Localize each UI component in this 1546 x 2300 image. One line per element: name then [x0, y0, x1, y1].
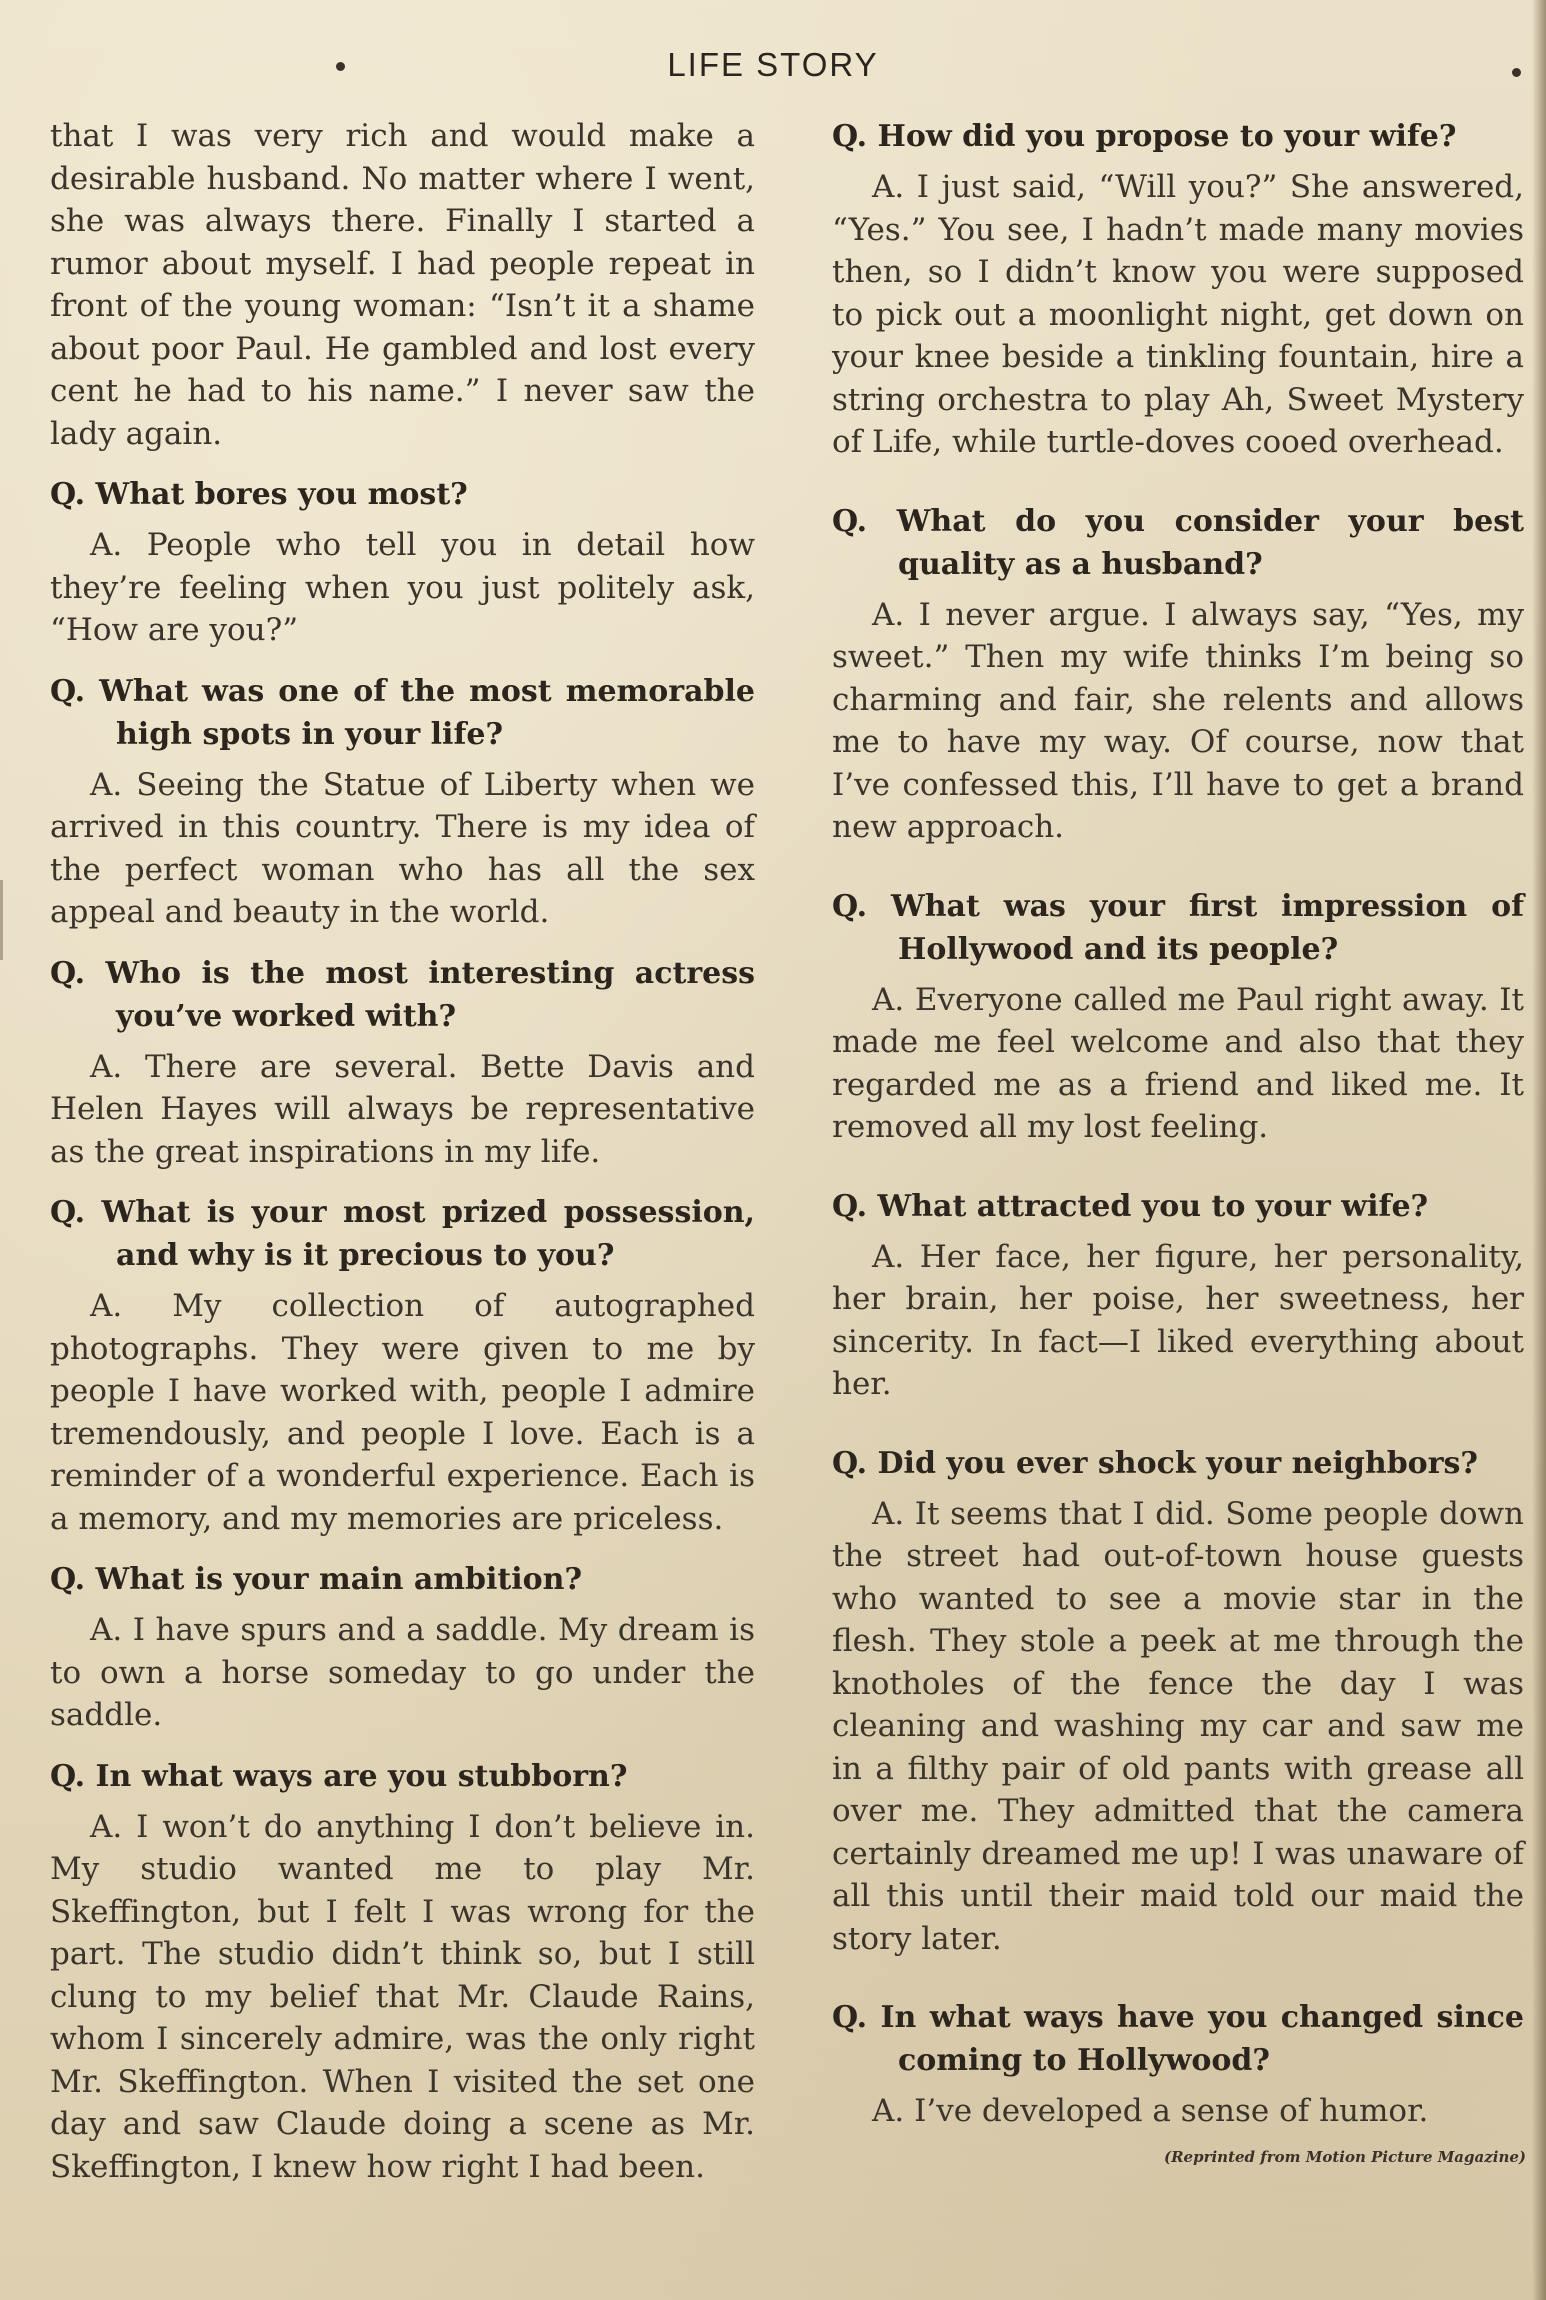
- margin-mark: [0, 880, 3, 960]
- qa-item: [50, 1558, 755, 1737]
- question: Q. What is your most prized possession, and why is it precious to you?: [50, 1195, 755, 1273]
- qa-item: [50, 670, 755, 934]
- question: Q. What was one of the most memorable high spots in your life?: [50, 673, 755, 752]
- qa-item: [50, 1191, 755, 1540]
- qa-item: [50, 473, 755, 652]
- qa-item: [832, 1442, 1524, 1961]
- qa-item: [50, 1755, 755, 2189]
- answer: A. Seeing the Statue of Liberty when we arrived in this country. There is my idea of the perfect woman who has all the sex appeal and beauty in the world.: [50, 766, 755, 930]
- qa-item: [50, 952, 755, 1174]
- answer: A. It seems that I did. Some people down the street had out-of-town house guests who wanted to see a movie star in the flesh. They stole a peek at me through the knotholes of the fence the day I was cleaning and washing my car and saw me in a filthy pair of old pants with grease all over me. They admitted that the camera certainly dreamed me up! I was unaware of all this until their maid told our maid the story later.: [832, 1495, 1524, 1957]
- left-column: [50, 115, 755, 2206]
- answer: A. I’ve developed a sense of humor.: [872, 2093, 1429, 2129]
- answer: A. My collection of autographed photographs. They were given to me by people I have worked with, people I admire tremendously, and people I love. Each is a reminder of a wonderful experience. Each is a memory, and my memories are priceless.: [50, 1288, 755, 1537]
- question: Q. In what ways have you changed since coming to Hollywood?: [832, 2000, 1524, 2078]
- qa-item: [832, 500, 1524, 849]
- qa-item: [832, 1185, 1524, 1406]
- answer: A. I just said, “Will you?” She answered, “Yes.” You see, I hadn’t made many movies then, so I didn’t know you were supposed to pick out a moonlight night, get down on your knee beside a tinkling fountain, hire a string orchestra to play Ah, Sweet Mystery of Life, while turtle-doves cooed overhead.: [832, 169, 1524, 460]
- continuation-text: that I was very rich and would make a desirable husband. No matter where I went, she was always there. Finally I started a rumor about myself. I had people repeat in front of the young woman: “Isn’t it a shame about poor Paul. He gambled and lost every cent he had to his name.” I never saw the lady again.: [50, 118, 755, 452]
- page-edge-shadow: [1532, 0, 1546, 2300]
- question: Q. In what ways are you stubborn?: [50, 1758, 628, 1794]
- page-header: LIFE STORY: [667, 46, 879, 83]
- answer: A. There are several. Bette Davis and Helen Hayes will always be representative as the great inspirations in my life.: [50, 1048, 755, 1170]
- answer: A. I have spurs and a saddle. My dream is to own a horse someday to go under the saddle.: [50, 1612, 755, 1733]
- question: Q. How did you propose to your wife?: [832, 119, 1457, 154]
- question: Q. What do you consider your best quality as a husband?: [832, 503, 1524, 582]
- continuation-block: [50, 115, 755, 455]
- question: Q. What is your main ambition?: [50, 1562, 583, 1597]
- answer: A. Everyone called me Paul right away. It made me feel welcome and also that they regarded me as a friend and liked me. It removed all my lost feeling.: [832, 981, 1524, 1145]
- question: Q. Did you ever shock your neighbors?: [832, 1445, 1478, 1481]
- answer: A. People who tell you in detail how they’re feeling when you just politely ask, “How are you?”: [50, 527, 755, 648]
- header-dot-right: [1512, 68, 1521, 77]
- qa-item: [832, 115, 1524, 464]
- reprint-credit: (Reprinted from Motion Picture Magazine): [1163, 2148, 1526, 2166]
- answer: A. Her face, her figure, her personality, her brain, her poise, her sweetness, her sincerity. In fact—I liked everything about her.: [832, 1238, 1524, 1402]
- answer: A. I won’t do anything I don’t believe in. My studio wanted me to play Mr. Skeffington, but I felt I was wrong for the part. The studio didn’t think so, but I still clung to my belief that Mr. Claude Rains, whom I sincerely admire, was the only right Mr. Skeffington. When I visited the set one day and saw Claude doing a scene as Mr. Skeffington, I knew how right I had been.: [50, 1808, 755, 2185]
- question: Q. What bores you most?: [50, 477, 468, 512]
- answer: A. I never argue. I always say, “Yes, my sweet.” Then my wife thinks I’m being so charming and fair, she relents and allows me to have my way. Of course, now that I’ve confessed this, I’ll have to get a brand new approach.: [832, 596, 1524, 845]
- right-column: [832, 115, 1524, 2169]
- qa-item: [832, 885, 1524, 1149]
- question: Q. What was your first impression of Hollywood and its people?: [832, 888, 1524, 967]
- qa-item: [832, 1996, 1524, 2133]
- question: Q. What attracted you to your wife?: [832, 1188, 1429, 1224]
- question: Q. Who is the most interesting actress you’ve worked with?: [50, 955, 755, 1034]
